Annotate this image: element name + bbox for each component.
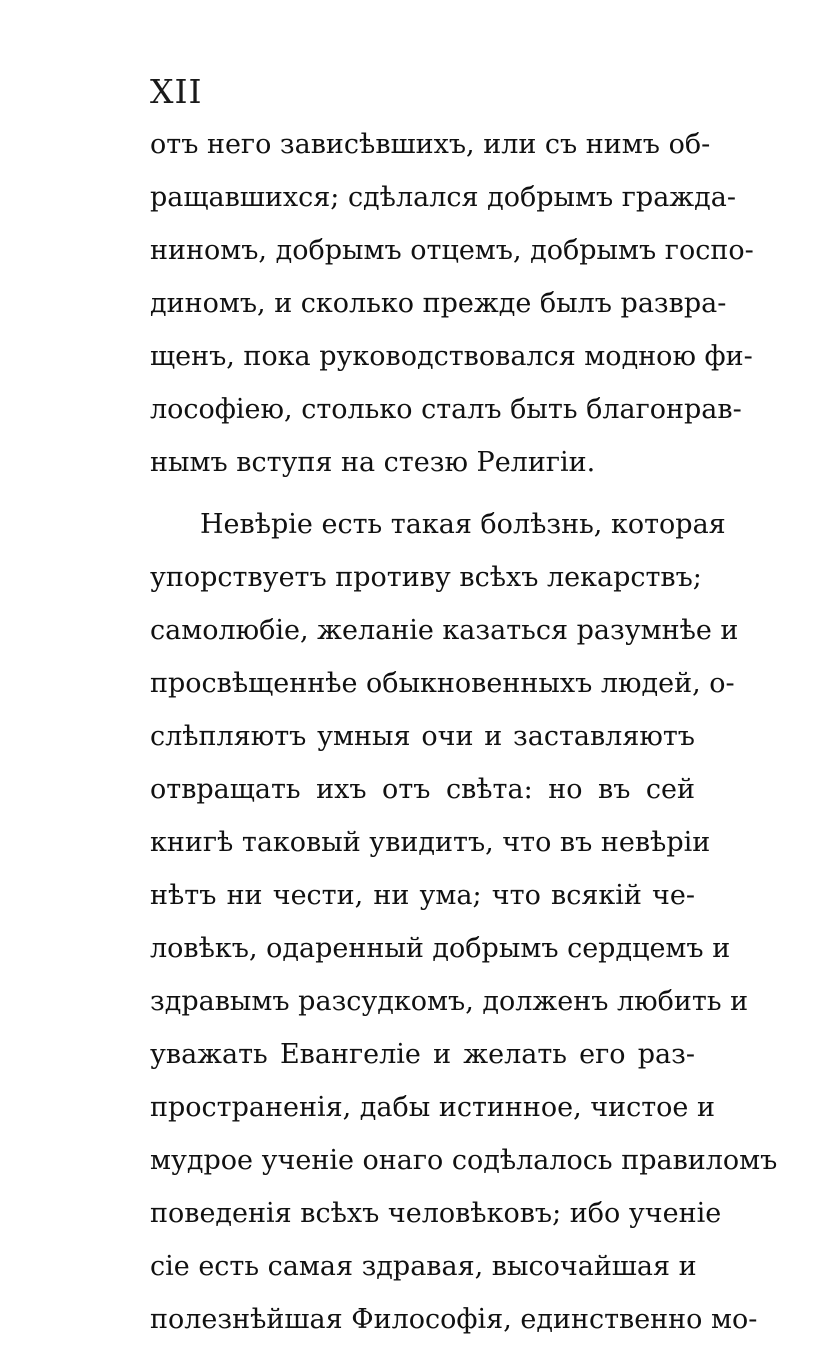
text-line: ловѣкъ, одаренный добрымъ сердцемъ и: [150, 933, 731, 964]
text-line: просвѣщеннѣе обыкновенныхъ людей, о-: [150, 668, 735, 699]
page-body: [150, 118, 778, 1346]
text-line: уважать Евангеліе и желать его раз-: [150, 1039, 695, 1070]
text-line: упорствуетъ противу всѣхъ лекарствъ;: [150, 562, 702, 593]
text-line: нымъ вступя на стезю Религіи.: [150, 447, 596, 478]
text-line: пространенія, дабы истинное, чистое и: [150, 1092, 715, 1123]
text-line: мудрое ученіе онаго содѣлалось правиломъ: [150, 1145, 778, 1176]
text-line: самолюбіе, желаніе казаться разумнѣе и: [150, 615, 739, 646]
text-line: Невѣріе есть такая болѣзнь, которая: [200, 509, 726, 540]
paragraph-gap: [150, 489, 695, 498]
text-line: поведенія всѣхъ человѣковъ; ибо ученіе: [150, 1198, 722, 1229]
text-line: отъ него зависѣвшихъ, или съ нимъ об-: [150, 129, 711, 160]
page-number: XII: [150, 72, 203, 111]
text-line: слѣпляютъ умныя очи и заставляютъ: [150, 721, 695, 752]
text-line: лософіею, столько сталъ быть благонрав-: [150, 394, 742, 425]
text-line: щенъ, пока руководствовался модною фи-: [150, 341, 753, 372]
text-line: здравымъ разсудкомъ, долженъ любить и: [150, 986, 749, 1017]
paragraph-2: [150, 498, 778, 1346]
text-line: нѣтъ ни чести, ни ума; что всякій че-: [150, 880, 695, 911]
paragraph-1: [150, 118, 754, 489]
text-line: книгѣ таковый увидитъ, что въ невѣріи: [150, 827, 711, 858]
text-line: ниномъ, добрымъ отцемъ, добрымъ госпо-: [150, 235, 754, 266]
text-line: сіе есть самая здравая, высочайшая и: [150, 1251, 697, 1282]
text-line: отвращать ихъ отъ свѣта: но въ сей: [150, 774, 695, 805]
text-line: полезнѣйшая Философія, единственно мо-: [150, 1304, 758, 1335]
text-line: ращавшихся; сдѣлался добрымъ гражда-: [150, 182, 736, 213]
text-line: диномъ, и сколько прежде былъ развра-: [150, 288, 727, 319]
